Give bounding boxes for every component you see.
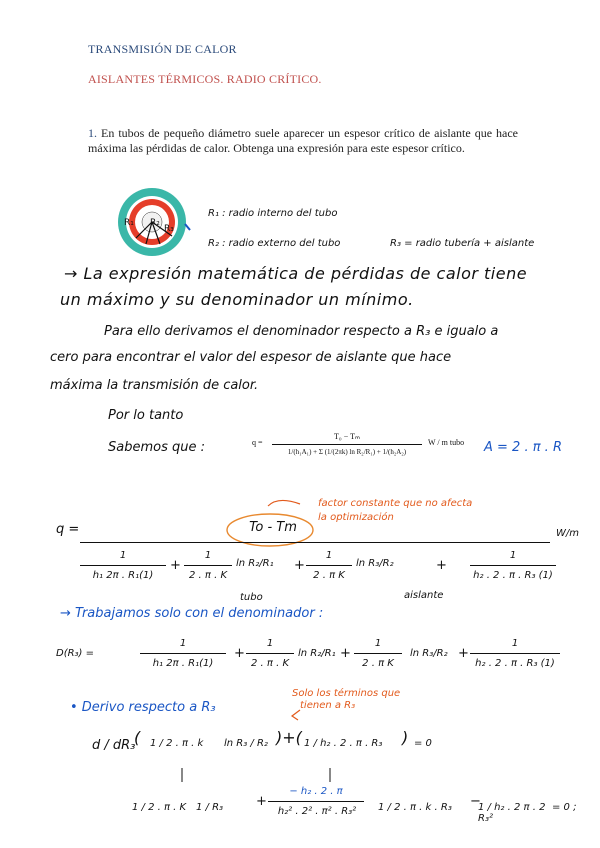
t2-bar bbox=[184, 565, 232, 566]
final-eq0: = 0 ; bbox=[552, 802, 577, 813]
d-t2-den: 2 . π . K bbox=[250, 658, 289, 669]
plus-3: + bbox=[436, 558, 447, 573]
d-t2-num: 1 bbox=[266, 638, 274, 649]
ref-units: W / m tubo bbox=[428, 438, 465, 447]
d-t1-bar bbox=[140, 653, 226, 654]
deriv-t1: 1 / 2 . π . k bbox=[150, 738, 204, 749]
t2-den: 2 . π . K bbox=[188, 570, 227, 581]
q-fraction-bar bbox=[80, 542, 550, 543]
t4-num: 1 bbox=[509, 550, 517, 561]
ln-1: ln R₂/R₁ bbox=[236, 558, 274, 569]
final-c: − h₂ . 2 . π bbox=[289, 786, 343, 797]
t4-bar bbox=[470, 565, 556, 566]
t3-bar bbox=[306, 565, 352, 566]
deriv-ln: ln R₃ / R₂ bbox=[224, 738, 268, 749]
area-formula: A = 2 . π . R bbox=[484, 440, 562, 455]
section-title: TRANSMISIÓN DE CALOR bbox=[88, 42, 237, 56]
mark-r1: R₁ bbox=[124, 218, 134, 228]
solo-terminos-1: Solo los términos que bbox=[292, 688, 401, 699]
d-t4-num: 1 bbox=[511, 638, 519, 649]
final-c-den: h₂² . 2² . π² . R₃² bbox=[277, 806, 357, 817]
d-plus-3: + bbox=[458, 646, 469, 661]
q-label: q = bbox=[56, 522, 80, 537]
final-minus: − bbox=[470, 794, 481, 809]
d-t3-den: 2 . π K bbox=[362, 658, 394, 669]
problem-number: 1. bbox=[88, 126, 97, 140]
deriv-label: d / dR₃ bbox=[92, 738, 136, 753]
note-line-1: → La expresión matemática de pérdidas de calor tiene bbox=[64, 264, 528, 283]
deriv-t2: 1 / h₂ . 2 . π . R₃ bbox=[304, 738, 383, 749]
t3-den: 2 . π K bbox=[313, 570, 345, 581]
d-ln-1: ln R₂/R₁ bbox=[298, 648, 336, 659]
d-t3-num: 1 bbox=[374, 638, 382, 649]
factor-note-1: factor constante que no afecta bbox=[318, 498, 473, 509]
aislante-label: aislante bbox=[404, 590, 444, 601]
plus-2: + bbox=[294, 558, 305, 573]
d-t3-bar bbox=[354, 653, 402, 654]
final-c-bar bbox=[268, 801, 364, 802]
ref-q: q = bbox=[252, 438, 263, 447]
mark-r2: R₂ bbox=[150, 218, 160, 228]
final-plus: + bbox=[256, 794, 267, 809]
d-label: D(R₃) = bbox=[56, 648, 95, 659]
deriv-eq0: = 0 bbox=[414, 738, 432, 749]
t1-num: 1 bbox=[119, 550, 127, 561]
t1-bar bbox=[80, 565, 166, 566]
q-numerator: To - Tm bbox=[249, 520, 297, 535]
final-e: 1 / h₂ . 2 π . 2 R₃² bbox=[478, 802, 546, 824]
trabajamos-note: → Trabajamos solo con el denominador : bbox=[60, 606, 324, 621]
ln-2: ln R₃/R₂ bbox=[356, 558, 394, 569]
d-t4-den: h₂ . 2 . π . R₃ (1) bbox=[475, 658, 555, 669]
final-b: 1 / R₃ bbox=[196, 802, 224, 813]
d-plus-1: + bbox=[234, 646, 245, 661]
t4-den: h₂ . 2 . π . R₃ (1) bbox=[473, 570, 553, 581]
t2-num: 1 bbox=[204, 550, 212, 561]
ref-fraction-bar bbox=[272, 444, 422, 445]
solo-terminos-2: tienen a R₃ bbox=[300, 700, 356, 711]
d-t1-num: 1 bbox=[179, 638, 187, 649]
tubo-label: tubo bbox=[240, 592, 263, 603]
ref-numerator: T₀ − Tₘ bbox=[334, 432, 360, 441]
d-ln-2: ln R₃/R₂ bbox=[410, 648, 448, 659]
legend-r2: R₂ : radio externo del tubo bbox=[208, 238, 341, 249]
ref-denominator: 1/(h₁A₁) + Σ (1/(2πk) ln R₂/R₁) + 1/(h₂A₂) bbox=[287, 448, 407, 456]
sabemos-que: Sabemos que : bbox=[108, 440, 205, 455]
plus-1: + bbox=[170, 558, 181, 573]
final-a: 1 / 2 . π . K bbox=[132, 802, 187, 813]
d-t2-bar bbox=[246, 653, 294, 654]
paren-close-1: )+( bbox=[276, 728, 302, 747]
problem-text: En tubos de pequeño diámetro suele aparecer un espesor crítico de aislante que hace máxima las pérdidas de calor. Obtenga una expresión para este espesor crítico. bbox=[88, 126, 519, 155]
derivo-note: • Derivo respecto a R₃ bbox=[70, 700, 216, 715]
t1-den: h₁ 2π . R₁(1) bbox=[92, 570, 154, 581]
d-t1-den: h₁ 2π . R₁(1) bbox=[152, 658, 214, 669]
final-d: 1 / 2 . π . k . R₃ bbox=[378, 802, 452, 813]
paren-open-1: ( bbox=[134, 728, 141, 747]
legend-r3: R₃ = radio tubería + aislante bbox=[390, 238, 535, 249]
note-line-5: máxima la transmisión de calor. bbox=[50, 378, 259, 393]
q-units: W/m bbox=[556, 528, 579, 539]
note-line-4: cero para encontrar el valor del espesor de aislante que hace bbox=[50, 350, 452, 365]
note-line-2: un máximo y su denominador un mínimo. bbox=[60, 290, 414, 309]
d-plus-2: + bbox=[340, 646, 351, 661]
mark-r3: R₃ bbox=[164, 224, 174, 234]
legend-r1: R₁ : radio interno del tubo bbox=[208, 208, 338, 219]
note-line-3: Para ello derivamos el denominador respecto a R₃ e igualo a bbox=[104, 324, 499, 339]
d-t4-bar bbox=[470, 653, 560, 654]
por-lo-tanto: Por lo tanto bbox=[108, 408, 184, 423]
paren-close-2: ) bbox=[402, 728, 409, 747]
t3-num: 1 bbox=[325, 550, 333, 561]
factor-note-2: la optimización bbox=[318, 512, 394, 523]
topic-title: AISLANTES TÉRMICOS. RADIO CRÍTICO. bbox=[88, 72, 322, 86]
